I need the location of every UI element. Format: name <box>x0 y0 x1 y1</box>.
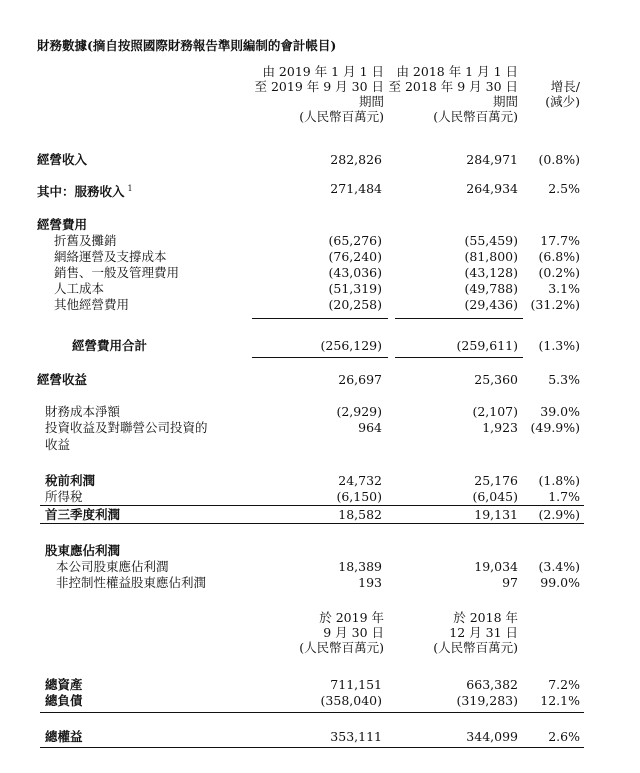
profit-rule <box>40 505 584 506</box>
subtotal-rule <box>252 318 388 319</box>
row-value-2018: (259,611) <box>456 338 518 353</box>
footnote-marker: 1 <box>127 184 133 193</box>
row-value-change: (0.8%) <box>538 152 580 167</box>
row-value-2019: (43,036) <box>328 265 382 280</box>
row-value-change: (0.2%) <box>538 265 580 280</box>
header1-col3-line1: 增長/ <box>550 79 580 94</box>
row-label-equity-holders: 本公司股東應佔利潤 <box>56 559 169 574</box>
header1-col3 <box>520 79 580 109</box>
row-value-2018: (49,788) <box>464 281 518 296</box>
row-label-total-equity: 總權益 <box>45 729 83 744</box>
subtotal-rule <box>395 318 523 319</box>
document-title: 財務數據(摘自按照國際財務報告準則編制的會計帳目) <box>37 38 337 53</box>
row-value-change: 2.5% <box>548 181 580 196</box>
row-value-2018: 25,176 <box>474 473 518 488</box>
row-value-2019: 193 <box>358 575 382 590</box>
row-label-nine-month-profit: 首三季度利潤 <box>45 507 121 522</box>
row-value-2018: (29,436) <box>464 297 518 312</box>
row-value-2019: (65,276) <box>328 233 382 248</box>
header2-col1-line2: 9 月 30 日 <box>323 625 384 640</box>
row-value-2018: 663,382 <box>466 677 518 692</box>
row-value-2019: (256,129) <box>320 338 382 353</box>
row-value-2019: 18,582 <box>338 507 382 522</box>
row-label-investment-income: 投資收益及對聯營公司投資的 <box>45 420 208 435</box>
header2-col1-line1: 於 2019 年 <box>319 610 384 625</box>
row-value-change: 2.6% <box>548 729 580 744</box>
row-value-2019: (358,040) <box>320 693 382 708</box>
row-value-2018: (2,107) <box>472 404 518 419</box>
row-value-2019: 282,826 <box>330 152 382 167</box>
row-value-2019: 24,732 <box>338 473 382 488</box>
header1-col1-line3: 期間 <box>358 94 384 109</box>
row-value-2019: (6,150) <box>336 489 382 504</box>
row-value-change: (31.2%) <box>530 297 580 312</box>
row-value-2018: 284,971 <box>466 152 518 167</box>
row-value-change: 17.7% <box>540 233 580 248</box>
row-value-change: (1.3%) <box>538 338 580 353</box>
row-value-2019: (51,319) <box>328 281 382 296</box>
row-label-labor-cost: 人工成本 <box>54 281 105 296</box>
row-value-2019: 18,389 <box>338 559 382 574</box>
row-value-change: 3.1% <box>548 281 580 296</box>
total-rule <box>395 357 523 358</box>
row-value-2019: 26,697 <box>338 372 382 387</box>
row-value-change: (6.8%) <box>538 249 580 264</box>
equity-rule <box>40 712 584 713</box>
row-value-2018: (81,800) <box>464 249 518 264</box>
row-value-change: 5.3% <box>548 372 580 387</box>
row-value-2019: 964 <box>358 420 382 435</box>
row-value-change: 7.2% <box>548 677 580 692</box>
header1-col1-line4: (人民幣百萬元) <box>299 109 384 124</box>
row-value-2018: (319,283) <box>456 693 518 708</box>
header1-col2-line1: 由 2018 年 1 月 1 日 <box>396 64 518 79</box>
row-label-total-liabilities: 總負債 <box>45 693 83 708</box>
row-label-total-operating-expenses: 經營費用合計 <box>72 338 148 353</box>
row-value-change: 99.0% <box>540 575 580 590</box>
row-value-change: (49.9%) <box>530 420 580 435</box>
row-value-change: 12.1% <box>540 693 580 708</box>
row-label-depreciation: 折舊及攤銷 <box>54 233 117 248</box>
row-value-change: (2.9%) <box>538 507 580 522</box>
header1-col1-line2: 至 2019 年 9 月 30 日 <box>254 79 384 94</box>
header2-col2-line3: (人民幣百萬元) <box>433 640 518 655</box>
row-value-2019: 711,151 <box>330 677 382 692</box>
row-value-2018: 264,934 <box>466 181 518 196</box>
row-label-non-controlling: 非控制性權益股東應佔利潤 <box>56 575 207 590</box>
row-label-profit-before-tax: 稅前利潤 <box>45 473 96 488</box>
row-label-operating-income: 經營收益 <box>37 372 88 387</box>
header1-col1-line1: 由 2019 年 1 月 1 日 <box>262 64 384 79</box>
header1-col2-line2: 至 2018 年 9 月 30 日 <box>388 79 518 94</box>
service-revenue-label: 其中：服務收入 <box>37 184 125 200</box>
row-value-change: 39.0% <box>540 404 580 419</box>
row-value-2019: (20,258) <box>328 297 382 312</box>
header1-col2 <box>366 64 518 124</box>
row-value-2018: 344,099 <box>466 729 518 744</box>
header1-col1 <box>232 64 384 124</box>
row-value-2019: (2,929) <box>336 404 382 419</box>
row-value-2019: 271,484 <box>330 181 382 196</box>
total-rule <box>252 357 388 358</box>
row-value-2018: 97 <box>502 575 518 590</box>
row-label-investment-income-cont: 收益 <box>45 437 71 452</box>
header2-col2 <box>418 610 518 655</box>
row-value-2018: 25,360 <box>474 372 518 387</box>
header1-col3-line2: (減少) <box>545 94 580 109</box>
header2-col1 <box>282 610 384 655</box>
row-value-change: 1.7% <box>548 489 580 504</box>
row-label-profit-attributable: 股東應佔利潤 <box>45 543 121 558</box>
row-label-income-tax: 所得稅 <box>45 489 83 504</box>
row-value-2018: (55,459) <box>464 233 518 248</box>
row-value-change: (1.8%) <box>538 473 580 488</box>
row-value-2018: (43,128) <box>464 265 518 280</box>
row-value-2018: (6,045) <box>472 489 518 504</box>
row-label-other-expenses: 其他經營費用 <box>54 297 130 312</box>
row-label-operating-expenses: 經營費用 <box>37 217 88 232</box>
row-value-2018: 19,034 <box>474 559 518 574</box>
row-label-operating-revenue: 經營收入 <box>37 152 88 167</box>
row-value-change: (3.4%) <box>538 559 580 574</box>
header2-col2-line1: 於 2018 年 <box>453 610 518 625</box>
row-label-sga: 銷售、一般及管理費用 <box>54 265 180 280</box>
row-label-total-assets: 總資產 <box>45 677 83 692</box>
row-value-2019: (76,240) <box>328 249 382 264</box>
bottom-rule <box>40 747 584 748</box>
row-label-network-costs: 網絡運營及支撐成本 <box>54 249 167 264</box>
header2-col1-line3: (人民幣百萬元) <box>299 640 384 655</box>
row-label-service-revenue <box>37 181 133 199</box>
header1-col2-line4: (人民幣百萬元) <box>433 109 518 124</box>
row-value-2018: 1,923 <box>482 420 518 435</box>
header1-col2-line3: 期間 <box>492 94 518 109</box>
header2-col2-line2: 12 月 31 日 <box>449 625 518 640</box>
row-value-2019: 353,111 <box>330 729 382 744</box>
row-label-net-finance-costs: 財務成本淨額 <box>45 404 121 419</box>
profit-rule <box>40 523 584 524</box>
row-value-2018: 19,131 <box>474 507 518 522</box>
